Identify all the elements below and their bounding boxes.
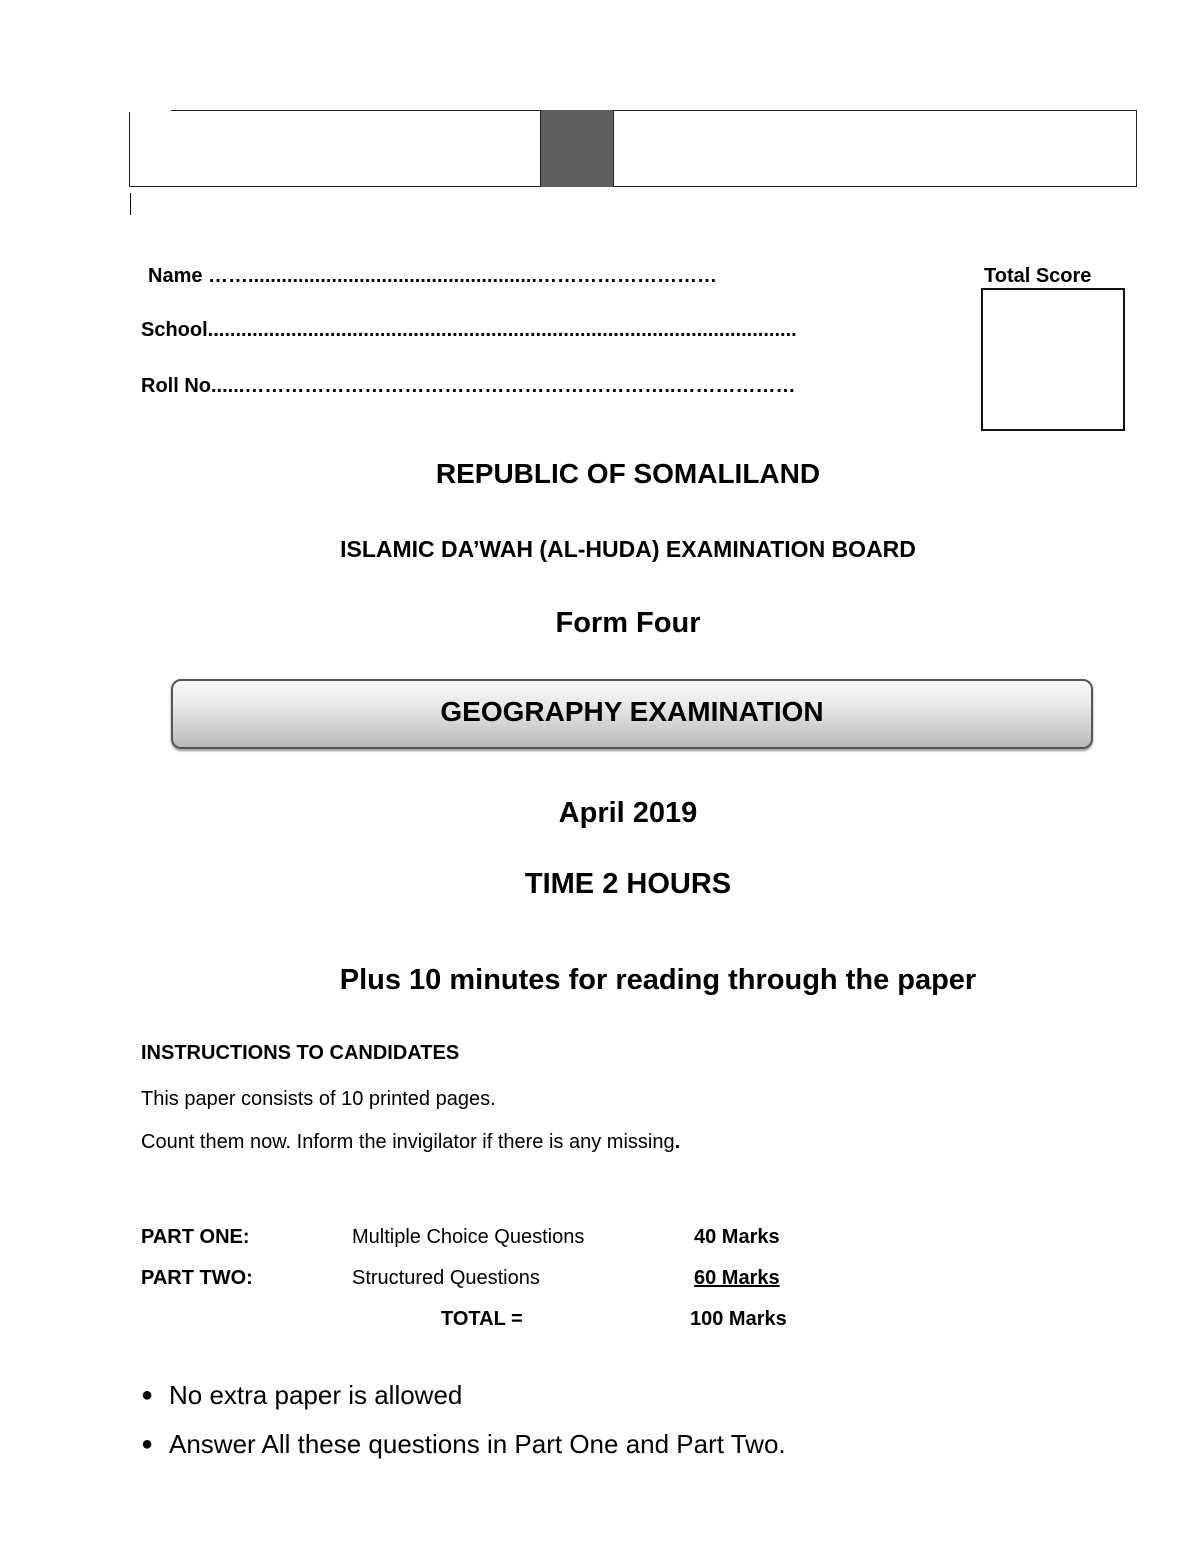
- header-strip-box: [129, 110, 1137, 187]
- part-one-label: PART ONE:: [141, 1226, 250, 1248]
- total-score-box[interactable]: [981, 288, 1125, 431]
- exam-title: GEOGRAPHY EXAMINATION: [440, 696, 824, 727]
- reading-time: Plus 10 minutes for reading through the paper: [339, 964, 977, 996]
- part-two-description: Structured Questions: [352, 1267, 540, 1289]
- roll-label: Roll No: [141, 375, 211, 397]
- part-two-label: PART TWO:: [141, 1267, 253, 1289]
- school-dots: ..........................................................................................................: [207, 319, 797, 341]
- part-one-marks: 40 Marks: [694, 1226, 780, 1248]
- header-strip-gap: [129, 108, 171, 112]
- instructions-title: INSTRUCTIONS TO CANDIDATES: [141, 1042, 460, 1064]
- instructions-line-2-text: Count them now. Inform the invigilator if there is any missing: [141, 1131, 675, 1153]
- school-label: School: [141, 319, 208, 341]
- part-one-description: Multiple Choice Questions: [352, 1226, 585, 1248]
- header-strip-dark-cell: [540, 110, 614, 187]
- name-label: Name: [148, 265, 203, 287]
- exam-title-banner: [171, 679, 1093, 749]
- rules-list: [141, 1380, 786, 1478]
- roll-field[interactable]: [141, 375, 795, 398]
- rule-text: Answer All these questions in Part One and Part Two.: [169, 1429, 786, 1459]
- bullet-icon: ●: [141, 1384, 154, 1406]
- rule-text: No extra paper is allowed: [169, 1380, 463, 1410]
- bullet-icon: ●: [141, 1433, 154, 1455]
- text-cursor-mark: [130, 193, 131, 215]
- instructions-line-2: [141, 1131, 680, 1154]
- roll-dots: ......………………………………………………………..………………: [211, 375, 796, 397]
- exam-date: April 2019: [558, 797, 698, 829]
- name-dots: ……....................................................………………………: [208, 265, 717, 287]
- part-two-marks: 60 Marks: [694, 1267, 780, 1289]
- instructions-line-2-period: .: [674, 1131, 681, 1153]
- exam-time: TIME 2 HOURS: [524, 868, 732, 900]
- republic-heading: REPUBLIC OF SOMALILAND: [435, 458, 821, 489]
- instructions-line-1: This paper consists of 10 printed pages.: [141, 1088, 496, 1110]
- name-field[interactable]: [148, 265, 717, 288]
- total-label: TOTAL =: [441, 1308, 523, 1330]
- total-marks: 100 Marks: [690, 1308, 787, 1330]
- total-score-label: Total Score: [984, 265, 1092, 287]
- school-field[interactable]: [141, 319, 797, 342]
- list-item: [141, 1380, 786, 1429]
- form-level-heading: Form Four: [555, 607, 701, 639]
- board-heading: ISLAMIC DA’WAH (AL-HUDA) EXAMINATION BOARD: [340, 536, 916, 562]
- list-item: [141, 1429, 786, 1478]
